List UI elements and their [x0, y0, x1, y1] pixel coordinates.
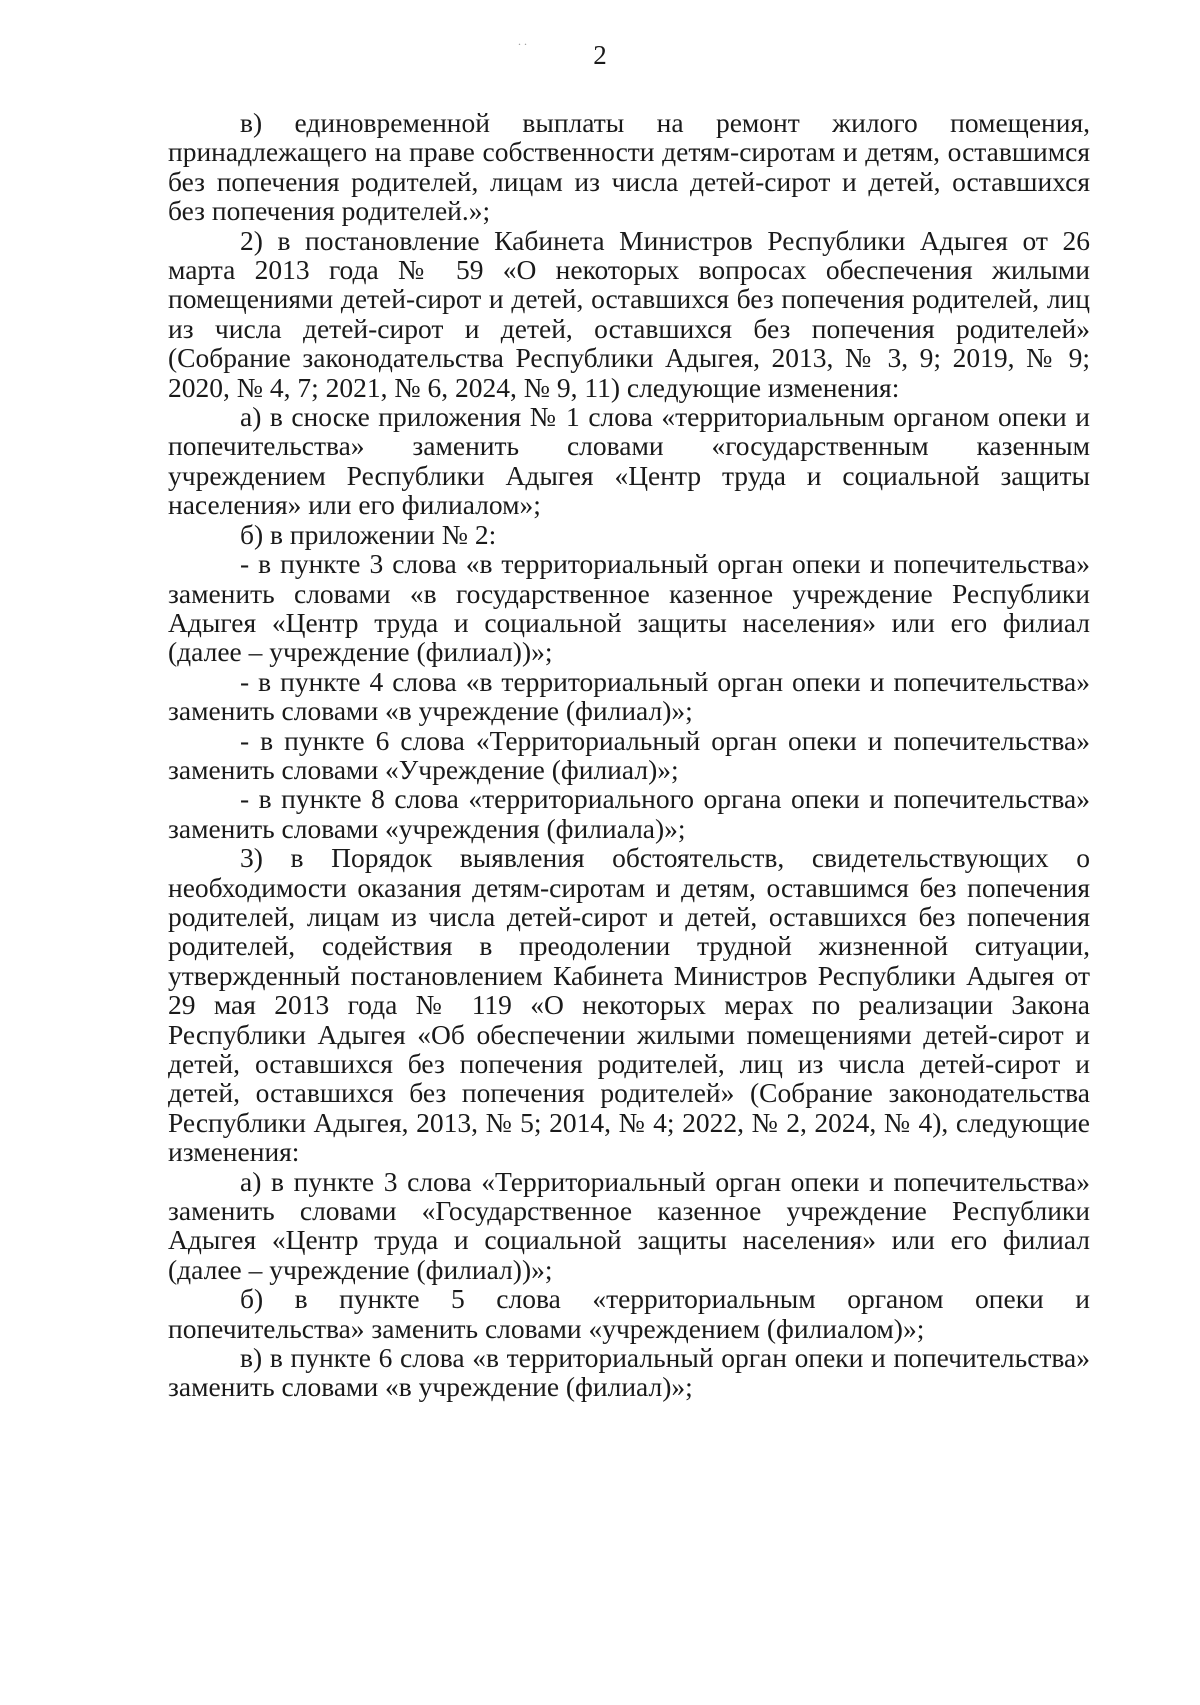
paragraph-2b-item-8: - в пункте 8 слова «территориального органа опеки и попечительства» заменить словами «учреждения (филиала)»; [168, 783, 1090, 844]
paragraph-3-procedure-119: 3) в Порядок выявления обстоятельств, свидетельствующих о необходимости оказания детям-сиротам и детям, оставшимся без попечения родителей, лицам из числа детей-сирот и детей, оставшихся без попечения родителей, содействия в преодолении трудной жизненной ситуации, утвержденный постановлением Кабинета Министров Республики Адыгея от 29 мая 2013 года № 119 «О некоторых мерах по реализации Закона Республики Адыгея «Об обеспечении жилыми помещениями детей-сирот и детей, оставшихся без попечения родителей, лиц из числа детей-сирот и детей, оставшихся без попечения родителей» (Собрание законодательства Республики Адыгея, 2013, № 5; 2014, № 4; 2022, № 2, 2024, № 4), следующие изменения: [168, 842, 1090, 1168]
paragraph-v-lump-sum-repair: в) единовременной выплаты на ремонт жилого помещения, принадлежащего на праве собственности детям-сиротам и детям, оставшимся без попечения родителей, лицам из числа детей-сирот и детей, оставшихся без попечения родителей.»; [168, 107, 1090, 227]
paragraph-2-resolution-59: 2) в постановление Кабинета Министров Республики Адыгея от 26 марта 2013 года № 59 «О некоторых вопросах обеспечения жилыми помещениями детей-сирот и детей, оставшихся без попечения родителей, лиц из числа детей-сирот и детей, оставшихся без попечения родителей» (Собрание законодательства Республики Адыгея, 2013, № 3, 9; 2019, № 9; 2020, № 4, 7; 2021, № 6, 2024, № 9, 11) следующие изменения: [168, 224, 1090, 403]
paragraph-3v-item-6: в) в пункте 6 слова «в территориальный орган опеки и попечительства» заменить словами «в учреждение (филиал)»; [168, 1342, 1090, 1403]
scan-artifact-dots: .. [518, 34, 530, 48]
paragraph-3b-item-5: б) в пункте 5 слова «территориальным органом опеки и попечительства» заменить словами «учреждением (филиалом)»; [168, 1283, 1090, 1344]
paragraph-2b-item-6: - в пункте 6 слова «Территориальный орган опеки и попечительства» заменить словами «Учреждение (филиал)»; [168, 724, 1090, 785]
paragraph-2b-item-4: - в пункте 4 слова «в территориальный орган опеки и попечительства» заменить словами «в учреждение (филиал)»; [168, 665, 1090, 727]
paragraph-2a-footnote-annex-1: а) в сноске приложения № 1 слова «территориальным органом опеки и попечительства» заменить словами «государственным казенным учреждением Республики Адыгея «Центр труда и социальной защиты населения» или его филиалом»; [168, 401, 1090, 521]
page-number: 2 [593, 40, 607, 70]
paragraph-3a-item-3: а) в пункте 3 слова «Территориальный орган опеки и попечительства» заменить словами «Государственное казенное учреждение Республики Адыгея «Центр труда и социальной защиты населения» или его филиал (далее – учреждение (филиал))»; [168, 1165, 1090, 1285]
paragraph-2b-item-3: - в пункте 3 слова «в территориальный орган опеки и попечительства» заменить словами «в государственное казенное учреждение Республики Адыгея «Центр труда и социальной защиты населения» или его филиал (далее – учреждение (филиал))»; [168, 548, 1090, 668]
document-body [168, 108, 1090, 1402]
paragraph-2b-annex-2: б) в приложении № 2: [240, 518, 497, 550]
